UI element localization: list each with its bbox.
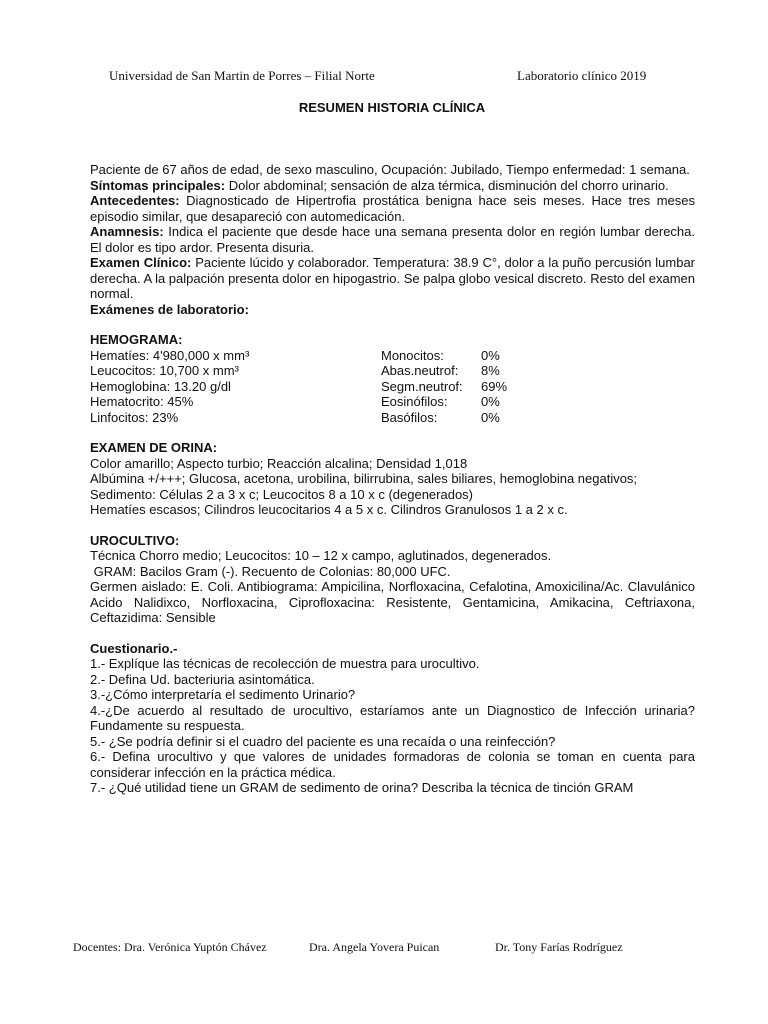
question-item: 6.- Defina urocultivo y que valores de unidades formadoras de colonia se toman en cuenta para considerar infección en la práctica médica.	[90, 749, 695, 780]
question-item: 1.- Explíque las técnicas de recolección de muestra para urocultivo.	[90, 656, 480, 671]
question-item: 4.-¿De acuerdo al resultado de urocultivo, estaríamos ante un Diagnostico de Infección urinaria? Fundamente su respuesta.	[90, 702, 695, 733]
orina-line: Albúmina +/+++; Glucosa, acetona, urobilina, bilirrubina, sales biliares, hemoglobina negativos;	[90, 471, 638, 486]
hemo-row-label: Basófilos:	[381, 409, 438, 425]
hemo-row-label: Monocitos:	[381, 347, 444, 363]
case-examen	[90, 255, 695, 302]
hemo-row-left: Hematocrito: 45%	[90, 394, 194, 409]
question-item: 3.-¿Cómo interpretaría el sedimento Urinario?	[90, 687, 356, 702]
orina-line: Sedimento: Células 2 a 3 x c; Leucocitos 8 a 10 x c (degenerados)	[90, 486, 473, 502]
header-institution: Universidad de San Martin de Porres – Filial Norte	[109, 68, 375, 83]
anamnesis-text: Indica el paciente que desde hace una semana presenta dolor en región lumbar derecha. El dolor es tipo ardor. Presenta disuria.	[90, 224, 695, 255]
case-sintomas	[90, 178, 695, 194]
orina-line: Color amarillo; Aspecto turbio; Reacción alcalina; Densidad 1,018	[90, 455, 468, 471]
antecedentes-label: Antecedentes:	[90, 193, 180, 208]
question-item: 2.- Defina Ud. bacteriuria asintomática.	[90, 671, 315, 687]
hemo-row-label: Abas.neutrof:	[381, 363, 459, 378]
hemo-row-value: 0%	[481, 347, 500, 363]
urocultivo-line: Técnica Chorro medio; Leucocitos: 10 – 12 x campo, aglutinados, degenerados.	[90, 548, 552, 563]
footer-docentes	[73, 940, 623, 955]
case-anamnesis	[90, 224, 695, 255]
hemo-row-left: Hemoglobina: 13.20 g/dl	[90, 378, 231, 394]
orina-title: EXAMEN DE ORINA:	[90, 440, 218, 455]
hemo-row-value: 69%	[481, 378, 508, 394]
hemo-row-value: 0%	[481, 409, 500, 425]
hemograma-title: HEMOGRAMA:	[90, 332, 183, 347]
header-course: Laboratorio clínico 2019	[517, 68, 647, 83]
anamnesis-label: Anamnesis:	[90, 224, 164, 239]
footer-docente-3: Dr. Tony Farías Rodríguez	[495, 940, 623, 954]
sintomas-text: Dolor abdominal; sensación de alza térmica, disminución del chorro urinario.	[225, 177, 669, 193]
question-item: 7.- ¿Qué utilidad tiene un GRAM de sedimento de orina? Describa la técnica de tinción GRAM	[90, 780, 634, 795]
examen-text: Paciente lúcido y colaborador. Temperatura: 38.9 C°, dolor a la puño percusión lumbar derecha. A la palpación presenta dolor en hipogastrio. Se palpa globo vesical discreto. Resto del examen normal.	[90, 255, 696, 301]
hemo-row-value: 0%	[481, 394, 500, 409]
case-antecedentes	[90, 193, 695, 224]
lab-heading	[90, 302, 695, 318]
hemo-row-left: Linfocitos: 23%	[90, 409, 179, 425]
orina-line: Hematíes escasos; Cilindros leucocitarios 4 a 5 x c. Cilindros Granulosos 1 a 2 x c.	[90, 502, 568, 517]
sintomas-label: Síntomas principales:	[90, 177, 226, 193]
document-body	[90, 162, 695, 796]
case-intro: Paciente de 67 años de edad, de sexo masculino, Ocupación: Jubilado, Tiempo enfermedad: 1 semana.	[90, 162, 690, 177]
footer-docente-1: Docentes: Dra. Verónica Yuptón Chávez	[73, 940, 267, 954]
hemo-row-label: Eosinófilos:	[381, 394, 448, 409]
lab-label: Exámenes de laboratorio:	[90, 301, 249, 317]
hemo-row-label: Segm.neutrof:	[381, 378, 463, 394]
examen-label: Examen Clínico:	[90, 255, 192, 270]
hemograma-table	[90, 348, 695, 426]
document-title: RESUMEN HISTORIA CLÍNICA	[298, 100, 486, 115]
urocultivo-title: UROCULTIVO:	[90, 532, 180, 548]
footer-docente-2: Dra. Angela Yovera Puican	[309, 940, 440, 954]
cuestionario-title: Cuestionario.-	[90, 640, 178, 656]
antecedentes-text: Diagnosticado de Hipertrofia prostática benigna hace seis meses. Hace tres meses episodio similar, que desapareció con automedicación.	[90, 193, 695, 224]
urocultivo-line: Germen aislado: E. Coli. Antibiograma: Ampicilina, Norfloxacina, Cefalotina, Amoxicilina/Ac. Clavulánico Acido Nalidixco, Norfloxacina, Ciprofloxacina: Resistente, Gentamicina, Amikacina, Ceftriaxona, Ceftazidima: Sensible	[90, 579, 695, 625]
hemo-row-value: 8%	[481, 363, 500, 378]
question-item: 5.- ¿Se podría definir si el cuadro del paciente es una recaída o una reinfección?	[90, 733, 556, 749]
hemo-row-left: Leucocitos: 10,700 x mm³	[90, 363, 239, 378]
urocultivo-line: GRAM: Bacilos Gram (-). Recuento de Colonias: 80,000 UFC.	[90, 563, 451, 579]
hemo-row-left: Hematíes: 4'980,000 x mm³	[90, 347, 250, 363]
